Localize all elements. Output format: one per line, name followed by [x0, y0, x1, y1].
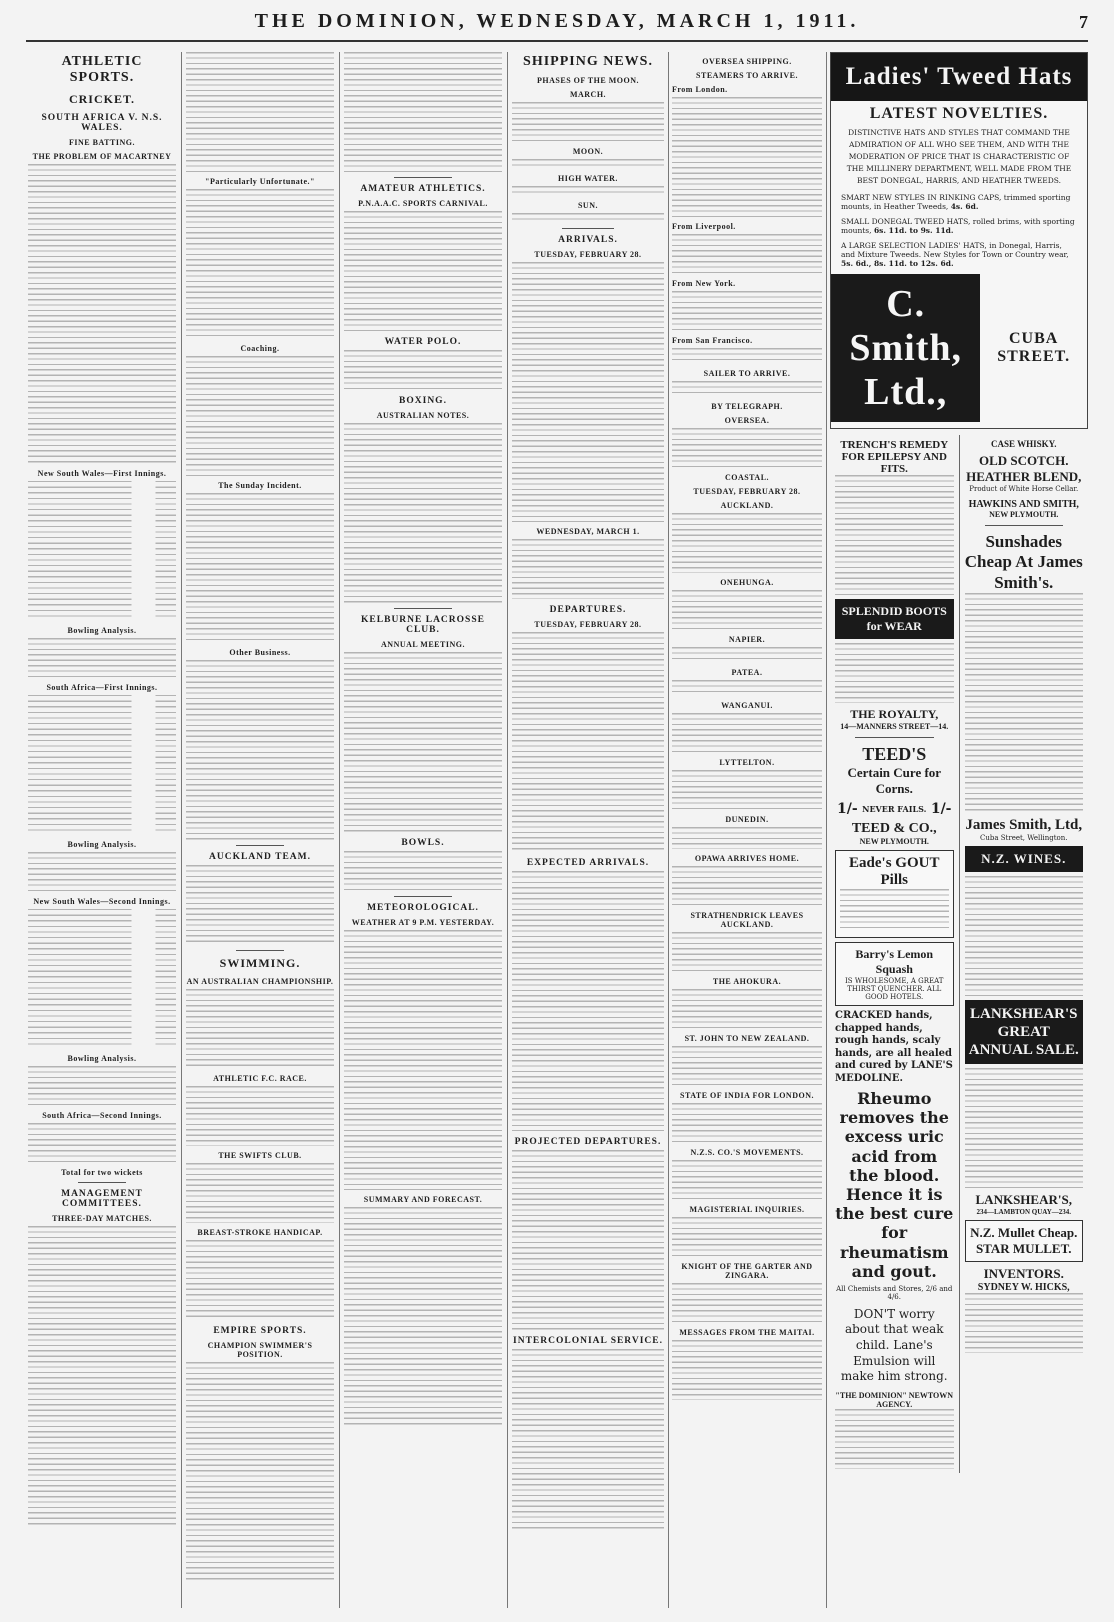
ad-body: [965, 1068, 1084, 1188]
table-heading: South Africa—Second Innings.: [42, 1111, 162, 1120]
article-body: [512, 262, 664, 522]
ad-banner: N.Z. WINES.: [965, 846, 1084, 872]
article-body: [344, 350, 502, 390]
ad-item-price: 4s. 6d.: [950, 202, 979, 211]
article-body: [672, 428, 822, 468]
article-body: [186, 1240, 334, 1320]
article-body: [672, 348, 822, 364]
article-subheading: ANNUAL MEETING.: [381, 640, 465, 649]
list-heading: From Liverpool.: [672, 222, 736, 231]
ad-banner: LANKSHEAR'S GREAT ANNUAL SALE.: [965, 1000, 1084, 1064]
ad-heading: Certain Cure for Corns.: [847, 765, 942, 796]
article-heading: STRATHENDRICK LEAVES AUCKLAND.: [690, 911, 804, 929]
article-heading: AMATEUR ATHLETICS.: [360, 184, 486, 194]
article-body: [672, 291, 822, 331]
article-heading: EXPECTED ARRIVALS.: [526, 858, 650, 868]
ad-body: [835, 1409, 954, 1469]
article-body: [672, 989, 822, 1029]
article-body: [672, 1160, 822, 1200]
ad-body: [835, 643, 954, 703]
column-rule: [181, 52, 182, 1608]
article-body: [512, 102, 664, 142]
divider: [394, 896, 452, 897]
ad-subheading: 234—LAMBTON QUAY—234.: [976, 1208, 1071, 1217]
ad-heading: "THE DOMINION" NEWTOWN AGENCY.: [835, 1390, 954, 1409]
section-heading: SWIMMING.: [219, 956, 301, 970]
table-heading: Bowling Analysis.: [67, 626, 137, 635]
column-rule: [339, 52, 340, 1608]
article-subheading: SAILER TO ARRIVE.: [703, 369, 791, 378]
divider: [394, 177, 452, 178]
table-heading: New South Wales—Second Innings.: [33, 897, 171, 906]
ad-heading: HAWKINS AND SMITH,: [968, 499, 1079, 510]
article-subheading: FINE BATTING.: [69, 138, 135, 147]
ad-item: [841, 217, 1077, 235]
article-subheading: PATEA.: [731, 668, 763, 677]
article-heading: DEPARTURES.: [549, 605, 627, 615]
article-subheading: The Sunday Incident.: [218, 481, 302, 490]
article-body: [672, 590, 822, 630]
ad-title: Ladies' Tweed Hats: [831, 53, 1087, 101]
ad-item-text: A LARGE SELECTION LADIES' HATS, in Donegal, Harris, and Mixture Tweeds. New Styles for Town or Country wear,: [841, 241, 1069, 259]
masthead: [26, 10, 1088, 42]
newspaper-title: THE DOMINION, WEDNESDAY, MARCH 1, 1911.: [254, 10, 860, 32]
ad-body: IS WHOLESOME, A GREAT THIRST QUENCHER. ALL GOOD HOTELS.: [845, 977, 944, 1001]
article-body: [28, 1066, 176, 1106]
article-subheading: P.N.A.A.C. SPORTS CARNIVAL.: [358, 199, 488, 208]
article-body: [512, 159, 664, 169]
article-heading: PROJECTED DEPARTURES.: [514, 1137, 662, 1147]
divider: [236, 845, 284, 846]
article-heading: OPAWA ARRIVES HOME.: [694, 854, 800, 863]
divider: [394, 608, 452, 609]
article-heading: WATER POLO.: [384, 337, 462, 347]
ad-rheumo: Rheumo removes the excess uric acid from the blood. Hence it is the best cure for rheumatism and gout.: [835, 1089, 954, 1281]
ad-heading: N.Z. Mullet Cheap.: [970, 1225, 1078, 1241]
ad-tweed-hats: [830, 52, 1088, 429]
ad-body: [965, 1293, 1084, 1353]
ad-tagline: NEVER FAILS.: [862, 804, 927, 814]
ad-heading: James Smith, Ltd,: [965, 817, 1083, 834]
divider: [562, 228, 614, 229]
article-heading: EMPIRE SPORTS.: [213, 1326, 307, 1336]
ad-lanes-medoline: CRACKED hands, chapped hands, rough hands, scaly hands, are all healed and cured by LANE'S MEDOLINE.: [835, 1010, 953, 1084]
article-subheading: WANGANUI.: [721, 701, 773, 710]
ad-barry: [835, 942, 954, 1006]
article-body: [186, 52, 334, 172]
column-oversea-shipping: [672, 52, 822, 1608]
ad-item-price: 6s. 11d. to 9s. 11d.: [873, 226, 954, 235]
ad-subheading: NEW PLYMOUTH.: [989, 510, 1059, 519]
ad-heading: TEED & CO.,: [851, 821, 937, 836]
list-heading: From London.: [672, 85, 728, 94]
ad-subcolumn-left: [830, 435, 959, 1473]
article-body: [672, 1283, 822, 1323]
article-body: [512, 632, 664, 852]
article-body: [672, 713, 822, 753]
article-subheading: AUCKLAND.: [720, 501, 774, 510]
column-rule: [826, 52, 827, 1608]
article-body: [28, 638, 176, 678]
ad-subcolumn-right: [959, 435, 1089, 1473]
ad-subheading: FOR EPILEPSY AND FITS.: [841, 451, 947, 475]
article-body: [672, 97, 822, 217]
article-body: [28, 1123, 176, 1163]
column-rule: [507, 52, 508, 1608]
article-body: [512, 1349, 664, 1529]
article-heading: MESSAGES FROM THE MAITAI.: [679, 1328, 815, 1337]
list-heading: From New York.: [672, 279, 736, 288]
section-heading: SHIPPING NEWS.: [523, 54, 653, 69]
article-heading: KELBURNE LACROSSE CLUB.: [361, 615, 485, 635]
article-subheading: TUESDAY, FEBRUARY 28.: [693, 487, 801, 496]
ad-heading: TEED'S: [862, 744, 927, 764]
ad-subheading: NEW PLYMOUTH.: [859, 837, 929, 846]
ad-item: [841, 193, 1077, 211]
ad-subheading: Product of White Horse Cellar.: [969, 485, 1079, 493]
ad-banner: SPLENDID BOOTS for WEAR: [835, 599, 954, 639]
table-heading: Bowling Analysis.: [67, 840, 137, 849]
article-heading: METEOROLOGICAL.: [367, 903, 479, 913]
article-subheading: Coaching.: [240, 344, 280, 353]
ad-item-text: SMART NEW STYLES IN RINKING CAPS, trimmed sporting mounts, in Heather Tweeds,: [841, 193, 1071, 211]
table-heading: MARCH.: [569, 90, 607, 99]
article-heading: MANAGEMENT COMMITTEES.: [61, 1189, 143, 1209]
advertising-area: [830, 52, 1088, 1608]
ad-item: [841, 241, 1077, 268]
ad-heading: INVENTORS.: [983, 1266, 1064, 1282]
table-heading: South Africa—First Innings.: [46, 683, 158, 692]
article-subheading: WEATHER AT 9 P.M. YESTERDAY.: [351, 918, 495, 927]
ad-subcolumns: [830, 435, 1088, 1473]
section-heading: ATHLETIC SPORTS.: [61, 54, 143, 85]
table-heading: HIGH WATER.: [558, 174, 618, 183]
ad-heading: LANKSHEAR'S,: [975, 1192, 1072, 1208]
table-heading: MOON.: [572, 147, 604, 156]
article-body: [344, 930, 502, 1190]
article-subheading: NAPIER.: [728, 635, 766, 644]
article-subheading: AUSTRALIAN NOTES.: [376, 411, 470, 420]
subsection-heading: CRICKET.: [68, 92, 136, 106]
article-heading: KNIGHT OF THE GARTER AND ZINGARA.: [681, 1262, 813, 1280]
article-subheading: THE PROBLEM OF MACARTNEY: [32, 152, 172, 161]
article-body: [672, 770, 822, 810]
article-subheading: WEDNESDAY, MARCH 1.: [536, 527, 640, 536]
article-subheading: THREE-DAY MATCHES.: [52, 1214, 152, 1223]
article-body: [512, 186, 664, 196]
article-body: [672, 866, 822, 906]
article-heading: MAGISTERIAL INQUIRIES.: [689, 1205, 805, 1214]
scorecard: [28, 909, 176, 1049]
article-body: [344, 423, 502, 603]
page-number: 7: [1079, 12, 1088, 32]
article-body: [344, 211, 502, 331]
article-subheading: ONEHUNGA.: [720, 578, 774, 587]
article-body: [186, 660, 334, 840]
divider: [78, 1182, 126, 1183]
article-heading: SOUTH AFRICA V. N.S. WALES.: [41, 113, 163, 133]
ad-heading: HEATHER BLEND,: [966, 469, 1082, 484]
column-athletic-sports: [28, 52, 176, 1608]
article-heading: BOWLS.: [401, 838, 445, 848]
ad-banner: C. Smith, Ltd.,: [831, 274, 980, 422]
column-shipping-news: [512, 52, 664, 1608]
article-body: [672, 234, 822, 274]
ad-body: [840, 889, 949, 929]
ad-mullet: [965, 1220, 1084, 1262]
article-body: [512, 213, 664, 223]
article-body: [672, 647, 822, 663]
article-body: [672, 827, 822, 849]
divider: [985, 525, 1064, 526]
ad-heading: STAR MULLET.: [975, 1241, 1072, 1257]
ad-item-price: 5s. 6d., 8s. 11d. to 12s. 6d.: [841, 259, 954, 268]
ad-heading: Barry's Lemon Squash: [855, 947, 934, 976]
ad-eades: [835, 850, 954, 938]
article-subheading: OVERSEA.: [724, 416, 770, 425]
article-body: [512, 1150, 664, 1330]
article-subheading: TUESDAY, FEBRUARY 28.: [534, 250, 642, 259]
article-subheading: LYTTELTON.: [719, 758, 775, 767]
article-subheading: SUMMARY AND FORECAST.: [363, 1195, 483, 1204]
article-body: [28, 1226, 176, 1526]
article-body: [672, 1103, 822, 1143]
article-body: [672, 932, 822, 972]
article-heading: INTERCOLONIAL SERVICE.: [513, 1336, 663, 1346]
ad-price: 1/-: [837, 801, 858, 817]
ad-heading: THE ROYALTY,: [850, 707, 939, 721]
article-heading: ARRIVALS.: [558, 235, 618, 245]
ad-price-row: [837, 801, 952, 817]
article-subheading: STEAMERS TO ARRIVE.: [696, 71, 798, 80]
ad-body: [965, 876, 1084, 996]
article-body: [186, 989, 334, 1069]
table-heading: Total for two wickets: [61, 1168, 143, 1177]
article-body: [344, 52, 502, 172]
article-body: [512, 871, 664, 1131]
article-body: [344, 1207, 502, 1427]
ad-body: [835, 475, 954, 595]
article-body: [672, 1217, 822, 1257]
ad-heading: TRENCH'S REMEDY: [840, 439, 949, 451]
article-body: [672, 513, 822, 573]
article-heading: BOXING.: [399, 396, 447, 406]
article-body: [28, 852, 176, 892]
ad-address: CUBA STREET.: [997, 330, 1071, 365]
article-heading: THE SWIFTS CLUB.: [218, 1151, 302, 1160]
article-heading: BREAST-STROKE HANDICAP.: [197, 1228, 323, 1237]
article-body: [672, 381, 822, 397]
article-subheading: "Particularly Unfortunate.": [205, 177, 315, 186]
table-heading: New South Wales—First Innings.: [37, 469, 167, 478]
article-body: [672, 1046, 822, 1086]
column-rule: [668, 52, 669, 1608]
ad-subheading: SYDNEY W. HICKS,: [977, 1282, 1070, 1294]
article-body: [344, 652, 502, 832]
table-heading: SUN.: [577, 201, 598, 210]
article-heading: BY TELEGRAPH.: [711, 402, 783, 411]
ad-rheumo-price: All Chemists and Stores, 2/6 and 4/6.: [836, 1284, 953, 1301]
column-athletics-weather: [344, 52, 502, 1608]
article-body: [186, 493, 334, 643]
ad-heading: Eade's GOUT Pills: [849, 855, 940, 888]
article-body: [28, 164, 176, 464]
ad-heading: Sunshades Cheap At James Smith's.: [964, 532, 1083, 592]
table-heading: PHASES OF THE MOON.: [537, 76, 639, 85]
article-heading: N.Z.S. CO.'S MOVEMENTS.: [690, 1148, 804, 1157]
article-body: [186, 1163, 334, 1223]
ad-heading: LATEST NOVELTIES.: [869, 105, 1049, 122]
divider: [855, 737, 934, 738]
article-heading: OVERSEA SHIPPING.: [702, 57, 792, 66]
article-body: [186, 189, 334, 339]
article-heading: ATHLETIC F.C. RACE.: [213, 1074, 307, 1083]
list-heading: From San Francisco.: [672, 336, 753, 345]
article-body: [186, 1086, 334, 1146]
ad-lanes-emulsion: DON'T worry about that weak child. Lane's Emulsion will make him strong.: [840, 1306, 948, 1384]
scorecard: [28, 481, 176, 621]
ad-body: DISTINCTIVE HATS AND STYLES THAT COMMAND THE ADMIRATION OF ALL WHO SEE THEM, AND WITH THE MODERATION OF PRICE THAT IS CHARACTERISTIC OF THE MILLINERY DEPARTMENT, WELL MADE FROM THE BEST DONEGAL, HARRIS, AND HEATHER TWEEDS.: [846, 128, 1072, 185]
article-heading: THE AHOKURA.: [712, 977, 782, 986]
article-heading: ST. JOHN TO NEW ZEALAND.: [684, 1034, 810, 1043]
article-body: [344, 851, 502, 891]
article-body: [672, 1340, 822, 1400]
article-subheading: CHAMPION SWIMMER'S POSITION.: [207, 1341, 313, 1359]
article-subheading: Other Business.: [229, 648, 291, 657]
divider: [236, 950, 284, 951]
ad-body: [965, 593, 1084, 813]
ad-subheading: 14—MANNERS STREET—14.: [840, 722, 949, 731]
article-body: [672, 680, 822, 696]
article-subheading: DUNEDIN.: [725, 815, 769, 824]
article-subheading: COASTAL.: [724, 473, 770, 482]
article-body: [186, 865, 334, 945]
ad-heading: OLD SCOTCH.: [978, 453, 1069, 468]
scorecard: [28, 695, 176, 835]
ad-price: 1/-: [930, 801, 952, 817]
article-subheading: TUESDAY, FEBRUARY 28.: [534, 620, 642, 629]
article-heading: AUCKLAND TEAM.: [209, 852, 311, 862]
article-heading: STATE OF INDIA FOR LONDON.: [680, 1091, 814, 1100]
ad-heading: CASE WHISKY.: [990, 439, 1057, 449]
ad-subheading: Cuba Street, Wellington.: [980, 834, 1068, 843]
article-body: [512, 539, 664, 599]
article-heading: AN AUSTRALIAN CHAMPIONSHIP.: [186, 977, 334, 986]
table-heading: Bowling Analysis.: [67, 1054, 137, 1063]
ad-item-text: SMALL DONEGAL TWEED HATS, rolled brims, with sporting mounts,: [841, 217, 1075, 235]
column-sports-continued: [186, 52, 334, 1608]
article-body: [186, 356, 334, 476]
article-body: [186, 1362, 334, 1582]
